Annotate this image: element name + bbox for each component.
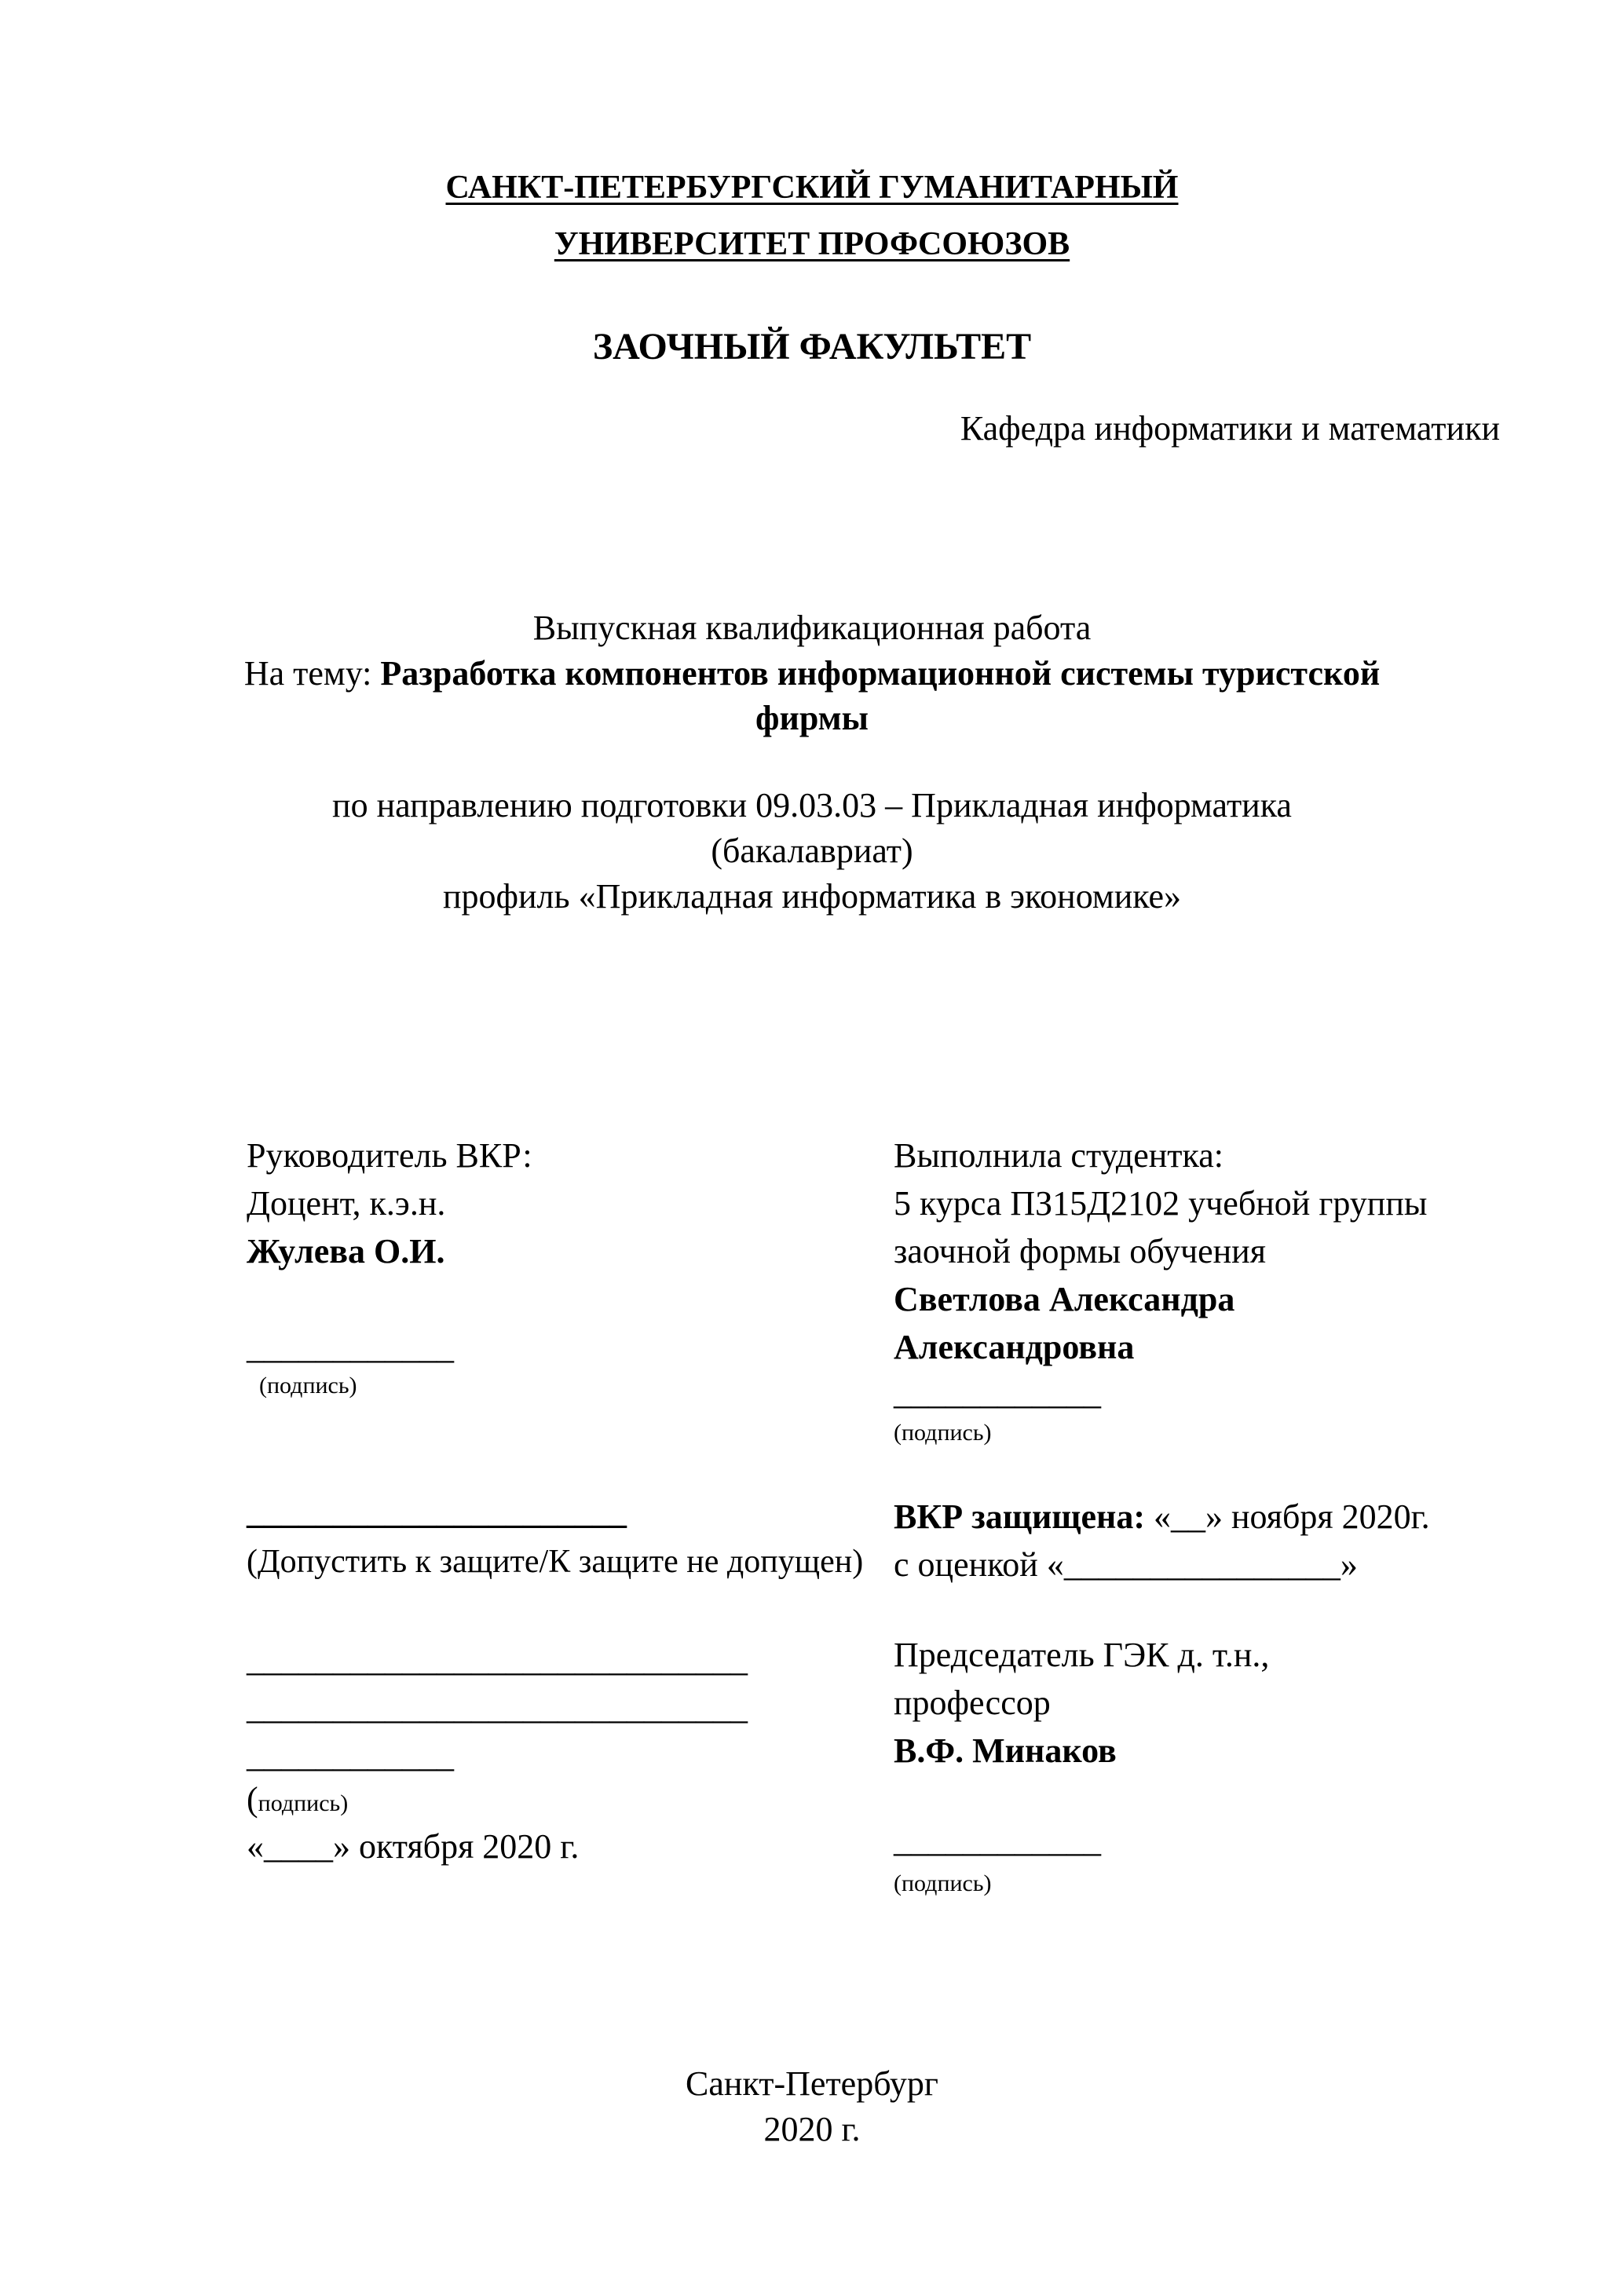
topic-title: Разработка компонентов информационной системы туристской	[380, 654, 1381, 693]
chair-signature-line: ____________	[894, 1821, 1101, 1859]
student-name-line-2: Александровна	[894, 1328, 1135, 1366]
university-line-1: САНКТ-ПЕТЕРБУРГСКИЙ ГУМАНИТАРНЫЙ	[445, 170, 1179, 206]
direction-line-1: по направлению подготовки 09.03.03 – Прикладная информатика	[332, 786, 1292, 824]
supervisor-signature-caption: (подпись)	[259, 1373, 357, 1398]
work-type: Выпускная квалификационная работа	[532, 609, 1092, 647]
student-form: заочной формы обучения	[894, 1232, 1266, 1270]
student-signature-caption: (подпись)	[894, 1420, 992, 1446]
topic-line-1	[0, 656, 1624, 691]
admission-date: «____» октября 2020 г.	[247, 1827, 580, 1866]
admission-line-4: ____________	[247, 1736, 454, 1775]
direction-line-2: (бакалавриат)	[711, 832, 913, 870]
admission-signature	[247, 1782, 348, 1817]
defense-label: ВКР защищена:	[894, 1497, 1145, 1536]
supervisor-title: Доцент, к.э.н.	[247, 1184, 446, 1223]
student-signature-line: ____________	[894, 1373, 1101, 1412]
student-name-line-1: Светлова Александра	[894, 1280, 1235, 1318]
chair-line-2: профессор	[894, 1684, 1051, 1722]
admission-signature-caption: подпись)	[258, 1790, 349, 1816]
university-line-2: УНИВЕРСИТЕТ ПРОФСОЮЗОВ	[554, 226, 1070, 262]
footer-city: Санкт-Петербург	[686, 2064, 938, 2103]
chair-line-1: Председатель ГЭК д. т.н.,	[894, 1636, 1270, 1674]
chair-name: В.Ф. Минаков	[894, 1731, 1117, 1770]
admission-signature-paren: (	[247, 1780, 258, 1819]
admission-caption: (Допустить к защите/К защите не допущен)	[247, 1544, 864, 1580]
student-group: 5 курса ПЗ15Д2102 учебной группы	[894, 1184, 1428, 1223]
admission-line-2: _____________________________	[247, 1640, 748, 1679]
supervisor-name: Жулева О.И.	[247, 1232, 445, 1270]
defense-grade: с оценкой «________________»	[894, 1545, 1358, 1584]
faculty-title: ЗАОЧНЫЙ ФАКУЛЬТЕТ	[592, 326, 1032, 367]
topic-prefix: На тему:	[243, 654, 372, 693]
student-label: Выполнила студентка:	[894, 1136, 1223, 1175]
profile: профиль «Прикладная информатика в экономике»	[442, 877, 1182, 916]
chair-signature-caption: (подпись)	[894, 1870, 992, 1896]
defense-line	[894, 1497, 1430, 1536]
footer-year: 2020 г.	[763, 2110, 861, 2148]
department: Кафедра информатики и математики	[960, 409, 1500, 448]
supervisor-label: Руководитель ВКР:	[247, 1136, 532, 1175]
topic-line-2: фирмы	[755, 699, 869, 737]
admission-line-3: _____________________________	[247, 1688, 748, 1727]
admission-line: ______________________	[247, 1493, 627, 1531]
defense-date: «__» ноября 2020г.	[1145, 1497, 1430, 1536]
supervisor-signature-line: ____________	[247, 1328, 454, 1366]
